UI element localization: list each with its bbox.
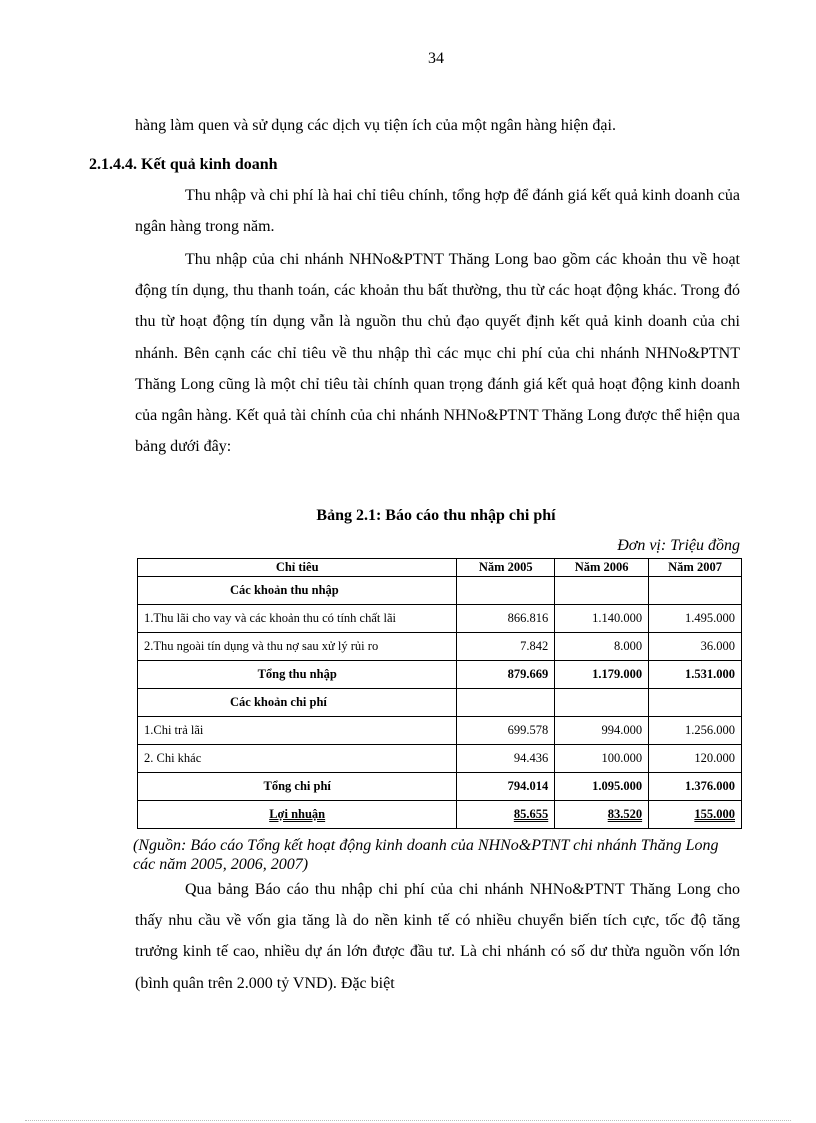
table-row-expense-total [138,773,742,801]
value-2006: 83.520 [555,801,649,829]
expense-group-label: Các khoản chi phí [138,689,457,717]
table-row-income-group [138,577,742,605]
value-2007: 1.495.000 [649,605,742,633]
paragraph-1: Thu nhập và chi phí là hai chỉ tiêu chính, tổng hợp để đánh giá kết quả kinh doanh của ngân hàng trong năm. [135,187,740,236]
table-title: Bảng 2.1: Báo cáo thu nhập chi phí [316,507,556,524]
income-expense-table [137,558,742,829]
value-2006: 1.140.000 [555,605,649,633]
value-2005: 699.578 [457,717,555,745]
value-2005: 94.436 [457,745,555,773]
header-indicator: Chỉ tiêu [138,559,457,577]
row-label: 1.Thu lãi cho vay và các khoản thu có tính chất lãi [138,605,457,633]
table-row-income-total [138,661,742,689]
income-total-label: Tổng thu nhập [138,661,457,689]
value-2006: 1.179.000 [555,661,649,689]
source-note: (Nguồn: Báo cáo Tổng kết hoạt động kinh doanh của NHNo&PTNT chi nhánh Thăng Long các năm 2005, 2006, 2007) [133,837,719,873]
table-row-expense-group [138,689,742,717]
table-row [138,745,742,773]
empty-cell [649,689,742,717]
value-2005: 879.669 [457,661,555,689]
value-2006: 8.000 [555,633,649,661]
income-group-label: Các khoản thu nhập [138,577,457,605]
table-row [138,633,742,661]
empty-cell [457,577,555,605]
value-2007: 120.000 [649,745,742,773]
value-2007: 1.376.000 [649,773,742,801]
profit-label: Lợi nhuận [138,801,457,829]
paragraph-continuation: hàng làm quen và sử dụng các dịch vụ tiện ích của một ngân hàng hiện đại. [135,117,616,134]
value-2005: 866.816 [457,605,555,633]
value-2007: 1.531.000 [649,661,742,689]
empty-cell [457,689,555,717]
footer-divider [25,1120,791,1121]
table-row [138,605,742,633]
value-2005: 794.014 [457,773,555,801]
table-unit: Đơn vị: Triệu đồng [617,537,740,554]
header-2005: Năm 2005 [457,559,555,577]
header-2007: Năm 2007 [649,559,742,577]
expense-total-label: Tổng chi phí [138,773,457,801]
row-label: 1.Chi trả lãi [138,717,457,745]
table-header-row [138,559,742,577]
paragraph-3: Qua bảng Báo cáo thu nhập chi phí của chi nhánh NHNo&PTNT Thăng Long cho thấy nhu cầu về vốn gia tăng là do nền kinh tế có nhiều chuyển biến tích cực, tốc độ tăng trưởng kinh tế cao, nhiều dự án lớn được đầu tư. Là chi nhánh có số dư thừa nguồn vốn lớn (bình quân trên 2.000 tỷ VND). Đặc biệt [135,881,740,992]
row-label: 2.Thu ngoài tín dụng và thu nợ sau xử lý rủi ro [138,633,457,661]
value-2007: 36.000 [649,633,742,661]
page-number: 34 [428,50,444,67]
header-2006: Năm 2006 [555,559,649,577]
table-row-profit [138,801,742,829]
value-2005: 7.842 [457,633,555,661]
table-row [138,717,742,745]
empty-cell [555,689,649,717]
value-2006: 994.000 [555,717,649,745]
empty-cell [555,577,649,605]
value-2007: 1.256.000 [649,717,742,745]
value-2005: 85.655 [457,801,555,829]
value-2007: 155.000 [649,801,742,829]
empty-cell [649,577,742,605]
value-2006: 100.000 [555,745,649,773]
section-heading: 2.1.4.4. Kết quả kinh doanh [89,156,278,173]
value-2006: 1.095.000 [555,773,649,801]
row-label: 2. Chi khác [138,745,457,773]
paragraph-2: Thu nhập của chi nhánh NHNo&PTNT Thăng Long bao gồm các khoản thu về hoạt động tín dụng, thu thanh toán, các khoản thu bất thường, thu từ các hoạt động khác. Trong đó thu từ hoạt động tín dụng vẫn là nguồn thu chủ đạo quyết định kết quả kinh doanh của chi nhánh. Bên cạnh các chỉ tiêu về thu nhập thì các mục chi phí của chi nhánh NHNo&PTNT Thăng Long cũng là một chỉ tiêu tài chính quan trọng đánh giá kết quả hoạt động kinh doanh của ngân hàng. Kết quả tài chính của chi nhánh NHNo&PTNT Thăng Long được thể hiện qua bảng dưới đây: [135,251,740,456]
